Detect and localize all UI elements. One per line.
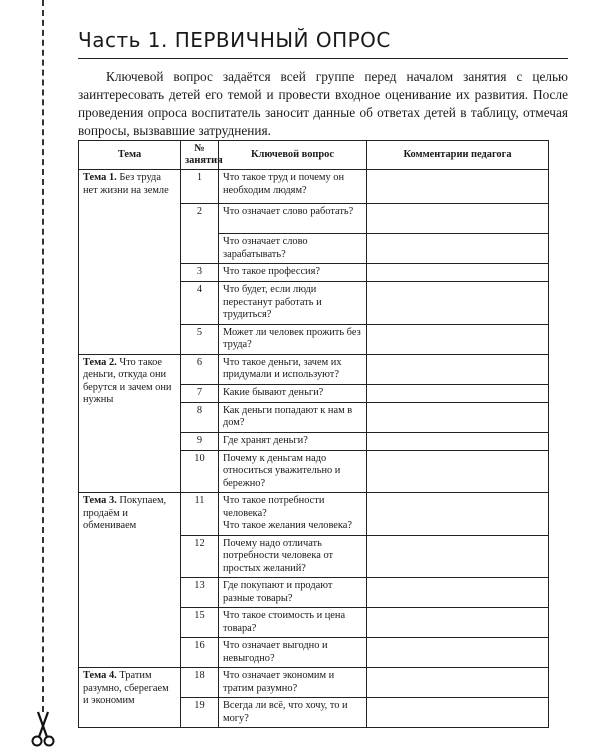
lesson-number: 10 xyxy=(181,450,219,493)
key-question: Как деньги попадают к нам в дом? xyxy=(219,402,367,432)
topic-label: Тема 4. xyxy=(83,670,117,681)
comment-cell[interactable] xyxy=(367,432,549,450)
lesson-number: 12 xyxy=(181,535,219,578)
comment-cell[interactable] xyxy=(367,608,549,638)
header-topic: Тема xyxy=(79,141,181,170)
lesson-number: 15 xyxy=(181,608,219,638)
topic-cell-3 xyxy=(79,493,181,668)
topic-label: Тема 3. xyxy=(83,495,117,506)
comment-cell[interactable] xyxy=(367,234,549,264)
comment-cell[interactable] xyxy=(367,638,549,668)
key-question: Всегда ли всё, что хочу, то и могу? xyxy=(219,698,367,728)
table-row xyxy=(79,493,549,536)
comment-cell[interactable] xyxy=(367,493,549,536)
topic-text: Что такое деньги, откуда они берутся и зачем они нужны xyxy=(83,356,172,405)
lesson-number: 18 xyxy=(181,668,219,698)
scissors-icon xyxy=(28,708,58,748)
topic-cell-2 xyxy=(79,354,181,493)
lesson-number: 2 xyxy=(181,204,219,264)
key-question: Что означает слово работать? xyxy=(219,204,367,234)
lesson-number: 8 xyxy=(181,402,219,432)
lesson-number: 9 xyxy=(181,432,219,450)
table-header-row xyxy=(79,141,549,170)
lesson-number: 3 xyxy=(181,264,219,282)
key-question: Где покупают и продают разные товары? xyxy=(219,578,367,608)
topic-label: Тема 2. xyxy=(83,356,117,368)
table-row xyxy=(79,668,549,698)
title-divider xyxy=(78,58,568,59)
key-question-line: Что такое потребности человека? xyxy=(223,495,325,519)
lesson-number: 4 xyxy=(181,282,219,325)
key-question: Что такое профессия? xyxy=(219,264,367,282)
key-question: Почему к деньгам надо относиться уважительно и бережно? xyxy=(219,450,367,493)
intro-paragraph: Ключевой вопрос задаётся всей группе перед началом занятия с целью заинтересовать детей его темой и провести входное оценивание их развития. После проведения опроса воспитатель заносит данные об ответах детей в таблицу, отмечая вопросы, вызвавшие затруднения. xyxy=(78,69,568,138)
key-question: Что такое труд и почему он необходим людям? xyxy=(219,170,367,204)
comment-cell[interactable] xyxy=(367,354,549,384)
key-question: Где хранят деньги? xyxy=(219,432,367,450)
key-question: Что означает экономим и тратим разумно? xyxy=(219,668,367,698)
topic-text: Тратим разумно, сберегаем и экономим xyxy=(83,670,169,706)
survey-table xyxy=(78,140,549,728)
comment-cell[interactable] xyxy=(367,204,549,234)
lesson-number: 13 xyxy=(181,578,219,608)
comment-cell[interactable] xyxy=(367,170,549,204)
lesson-number: 5 xyxy=(181,324,219,354)
comment-cell[interactable] xyxy=(367,578,549,608)
lesson-number: 6 xyxy=(181,354,219,384)
table-row xyxy=(79,170,549,204)
comment-cell[interactable] xyxy=(367,324,549,354)
comment-cell[interactable] xyxy=(367,282,549,325)
topic-cell-4 xyxy=(79,668,181,728)
lesson-number: 7 xyxy=(181,384,219,402)
topic-label: Тема 1. xyxy=(83,172,117,183)
key-question: Что означает слово зарабатывать? xyxy=(219,234,367,264)
topic-cell-1 xyxy=(79,170,181,355)
key-question-line: Что такое желания человека? xyxy=(223,520,353,531)
comment-cell[interactable] xyxy=(367,668,549,698)
lesson-number: 16 xyxy=(181,638,219,668)
key-question: Что такое деньги, зачем их придумали и используют? xyxy=(219,354,367,384)
comment-cell[interactable] xyxy=(367,535,549,578)
key-question: Может ли человек прожить без труда? xyxy=(219,324,367,354)
key-question: Какие бывают деньги? xyxy=(219,384,367,402)
header-question: Ключевой вопрос xyxy=(219,141,367,170)
comment-cell[interactable] xyxy=(367,698,549,728)
topic-text: Без труда нет жизни на земле xyxy=(83,172,169,196)
lesson-number: 11 xyxy=(181,493,219,536)
page-title: Часть 1. ПЕРВИЧНЫЙ ОПРОС xyxy=(78,28,391,52)
key-question: Почему надо отличать потребности человека от простых желаний? xyxy=(219,535,367,578)
comment-cell[interactable] xyxy=(367,402,549,432)
comment-cell[interactable] xyxy=(367,450,549,493)
header-lesson: № занятия xyxy=(181,141,219,170)
key-question: Что будет, если люди перестанут работать и трудиться? xyxy=(219,282,367,325)
key-question: Что такое стоимость и цена товара? xyxy=(219,608,367,638)
cut-line xyxy=(42,0,44,712)
key-question xyxy=(219,493,367,536)
table-row xyxy=(79,354,549,384)
key-question: Что означает выгодно и невыгодно? xyxy=(219,638,367,668)
topic-text: Покупаем, продаём и обмениваем xyxy=(83,495,167,531)
lesson-number: 1 xyxy=(181,170,219,204)
comment-cell[interactable] xyxy=(367,264,549,282)
comment-cell[interactable] xyxy=(367,384,549,402)
header-comment: Комментарии педагога xyxy=(367,141,549,170)
lesson-number: 19 xyxy=(181,698,219,728)
